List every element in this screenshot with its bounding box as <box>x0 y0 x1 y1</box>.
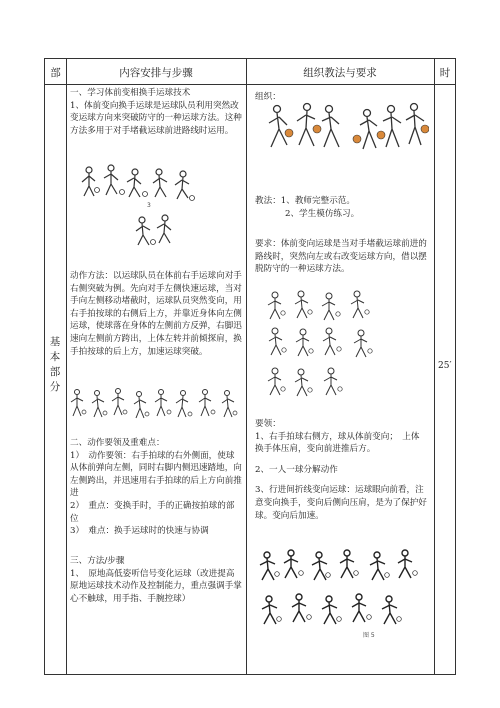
column-divider <box>66 59 67 674</box>
methods-block <box>70 555 243 605</box>
requirement-block <box>255 238 427 276</box>
demo-players-illustration <box>259 99 429 164</box>
section2-item: 2） 重点：变换手时，手的正确按拍球的部位 <box>70 500 235 524</box>
requirement-text: 要求：体前变向运球是当对手堵截运球前进的路线时，突然向左或右改变运球方向，借以摆脱防守的一种运球方法。 <box>255 239 427 275</box>
practice-grid-illustration <box>259 287 429 407</box>
header-time: 时 <box>439 67 451 79</box>
header-section: 部 <box>50 67 61 79</box>
header-organization: 组织教法与要求 <box>303 67 377 79</box>
content-column-top <box>70 87 243 137</box>
section-char: 基 <box>49 336 61 348</box>
section1-paragraph: 1、体前变向换手运球是运球队员利用突然改变运球方向来突破防守的一种运球方法。这种方法多用于对手堵截运球前进路线时运用。 <box>70 100 242 136</box>
teach-step: 教法：1、教师完整示范。 <box>255 196 355 206</box>
section-char: 部 <box>49 366 61 378</box>
org-label: 组织： <box>255 92 281 102</box>
header-content: 内容安排与步骤 <box>119 67 193 79</box>
action-method-block <box>70 270 243 358</box>
key-essentials-block <box>255 418 427 522</box>
figure-caption: 图 5 <box>363 632 375 639</box>
demo-players-figure <box>259 99 429 164</box>
section-char: 分 <box>49 381 61 393</box>
key-points-block <box>70 437 243 538</box>
teaching-method-block <box>255 195 427 220</box>
time-value: 25′ <box>438 361 452 371</box>
crossover-strip-figure <box>69 386 245 426</box>
section1-title: 一、学习体前变相换手运球技术 <box>70 88 191 98</box>
section3-item: 1、 原地高低姿听信号变化运球（改进提高原地运球技术动作及控制能力，重点强调手掌心不触球，用手指、手腕控球） <box>70 568 242 604</box>
key-item: 3、行进间折线变向运球：运球眼向前看，注意变向换手，变向后侧向压肩，是为了保护好球。变向后加速。 <box>255 485 427 521</box>
section-label <box>45 335 65 395</box>
lesson-plan-table <box>44 58 456 675</box>
action-method-text: 动作方法：以运球队员在体前右手运球向对手右侧突破为例。先向对手左侧快速运球，当对手向左侧移动堵截时，运球队员突然变向，用右手拍按球的右侧后上方，并靠近身体向左侧运球，使球落在身体的左侧前方反弹，右脚迅速向左侧前方跨出，上体左转并前倾探肩，换手拍按球的后上方，加速运球突破。 <box>70 271 242 357</box>
section2-title: 二、动作要领及重难点： <box>70 438 165 448</box>
key-label: 要领： <box>255 419 281 429</box>
column-divider <box>246 59 247 674</box>
zigzag-drill-illustration <box>255 547 427 642</box>
column-divider <box>434 59 435 674</box>
crossover-strip-illustration <box>69 386 245 426</box>
key-item: 1、右手拍球右侧方，球从体前变向； 上体换手体压肩，变向前进推后方。 <box>255 431 420 455</box>
dribble-sequence-figure <box>77 162 227 262</box>
section3-title: 三、方法/步骤 <box>70 556 125 566</box>
practice-grid-figure <box>259 287 429 407</box>
teach-step: 2、学生模仿练习。 <box>285 208 360 219</box>
key-item: 2、一人一球分解动作 <box>255 464 338 475</box>
section2-item: 1） 动作要领：右手拍球的右外侧面，使球从体前弹向左侧，同时右脚内侧迅速踏地，向左侧跨出，并迅速用右手拍球的后上方向前推进 <box>70 450 242 499</box>
dribble-sequence-illustration <box>77 162 227 262</box>
section2-item: 3） 难点：换手运球时的快速与协调 <box>70 526 209 537</box>
figure-caption: 3 <box>147 202 151 209</box>
section-char: 本 <box>49 351 61 363</box>
zigzag-drill-figure <box>255 547 427 642</box>
